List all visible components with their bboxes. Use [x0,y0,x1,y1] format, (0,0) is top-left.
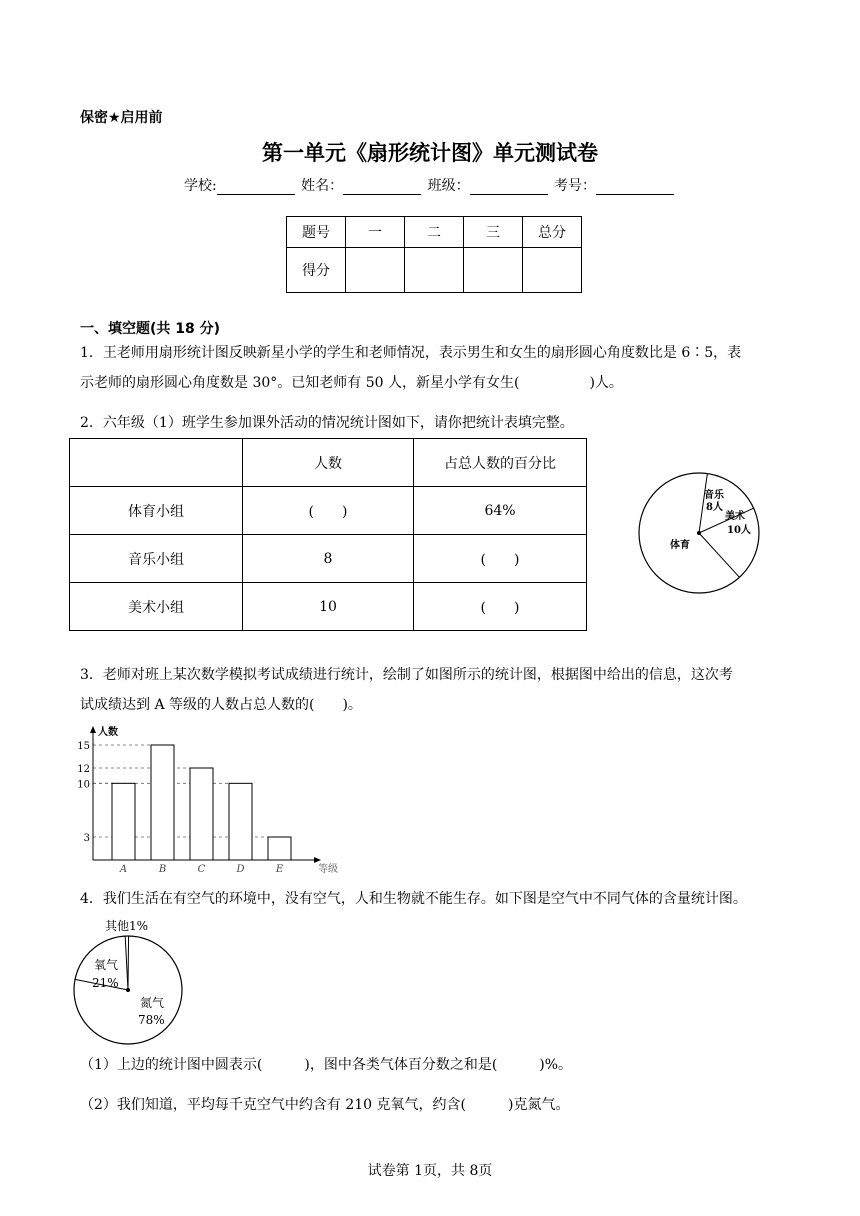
answer-blank[interactable]: ( ) [414,583,587,631]
name-label: 姓名： [301,178,344,194]
y-tick-label: 10 [77,779,90,791]
page-title: 第一单元《扇形统计图》单元测试卷 [262,141,598,165]
question-1 [80,338,785,398]
question-1-line1: 1．王老师用扇形统计图反映新星小学的学生和老师情况，表示男生和女生的扇形圆心角度数比是 6∶5，表 [80,345,742,361]
pie-label-nitrogen-name: 氮气 [140,996,165,1010]
class-label: 班级： [427,178,470,194]
pie-center [697,531,701,535]
score-row-label: 得分 [287,248,346,293]
question-3-line1: 3．老师对班上某次数学模拟考试成绩进行统计，绘制了如图所示的统计图，根据图中给出的信息，这次考 [80,667,733,683]
pie-label-art: 美术 [725,511,745,522]
grade-bar-chart [74,722,344,874]
y-tick-label: 15 [77,741,90,752]
secret-label: 保密★启用前 [80,110,163,126]
x-tick-label: B [158,864,167,874]
table-cell: 64% [414,487,587,535]
pie-label-pe: 体育 [670,540,690,551]
score-header-cell: 题号 [287,217,346,248]
y-tick-label: 12 [77,764,90,775]
pie-label-art-count: 10人 [727,525,751,536]
x-axis-arrow [314,857,321,863]
pie-slice-other [125,936,128,990]
x-tick-label: D [236,864,245,874]
answer-blank[interactable]: ( ) [414,535,587,583]
pie-slice-nitrogen [128,936,129,990]
table-cell: 音乐小组 [70,535,243,583]
table-header-cell: 占总人数的百分比 [414,439,587,487]
question-2: 2．六年级（1）班学生参加课外活动的情况统计图如下，请你把统计表填完整。 [80,415,574,431]
page-footer: 试卷第 1页，共 8页 [367,1163,493,1179]
y-axis-label: 人数 [98,727,118,738]
score-header-cell: 总分 [523,217,582,248]
x-tick-label: C [197,864,206,874]
exam-number-field[interactable] [596,180,674,195]
class-field[interactable] [470,180,548,195]
name-field[interactable] [343,180,421,195]
y-tick-label: 3 [83,833,90,844]
bar-B [151,745,174,860]
x-axis-label: 等级 [318,864,338,874]
score-cell[interactable] [346,248,405,293]
score-cell[interactable] [523,248,582,293]
table-row [70,535,587,583]
question-4: 4．我们生活在有空气的环境中，没有空气，人和生物就不能生存。如下图是空气中不同气体的含量统计图。 [80,891,747,907]
pie-label-music-count: 8人 [706,502,723,513]
pie-label-nitrogen-value: 78% [138,1013,165,1027]
table-row [70,487,587,535]
table-cell: 10 [243,583,414,631]
pie-slice-pe [699,533,739,577]
question-3 [80,660,785,720]
table-row [70,583,587,631]
section-heading: 一、填空题(共 18 分) [80,321,221,337]
question-3-line2: 试成绩达到 A 等级的人数占总人数的( )。 [80,697,362,713]
answer-blank[interactable]: ( ) [243,487,414,535]
pie-label-oxygen-value: 21% [92,976,119,990]
table-cell: 体育小组 [70,487,243,535]
activity-pie-chart [636,470,766,600]
table-cell: 美术小组 [70,583,243,631]
bar-C [190,768,213,860]
question-4-part-1: （1）上边的统计图中圆表示( )，图中各类气体百分数之和是( )%。 [80,1057,573,1073]
x-tick-label: E [275,864,284,874]
student-info-line [0,175,860,195]
activity-table [69,438,587,631]
score-header-cell: 二 [405,217,464,248]
score-cell[interactable] [405,248,464,293]
pie-center [126,988,130,992]
score-cell[interactable] [464,248,523,293]
x-tick-label: A [119,864,128,874]
question-4-part-2: （2）我们知道，平均每千克空气中约含有 210 克氧气，约含( )克氮气。 [80,1097,570,1113]
question-1-line2: 示老师的扇形圆心角度数是 30°。已知老师有 50 人，新星小学有女生( )人。 [80,375,623,391]
score-header-cell: 三 [464,217,523,248]
school-field[interactable] [217,180,295,195]
pie-label-oxygen-name: 氧气 [94,958,119,972]
table-header-cell: 人数 [243,439,414,487]
table-cell: 8 [243,535,414,583]
bar-E [268,837,291,860]
bar-A [112,783,135,860]
bar-D [229,783,252,860]
score-header-cell: 一 [346,217,405,248]
table-header-cell [70,439,243,487]
score-table [286,216,582,293]
exam-number-label: 考号： [554,178,597,194]
pie-label-music: 音乐 [704,490,724,501]
y-axis-arrow [90,726,96,733]
air-pie-chart [72,912,192,1048]
pie-label-other: 其他1% [105,919,149,933]
school-label: 学校: [183,178,217,194]
